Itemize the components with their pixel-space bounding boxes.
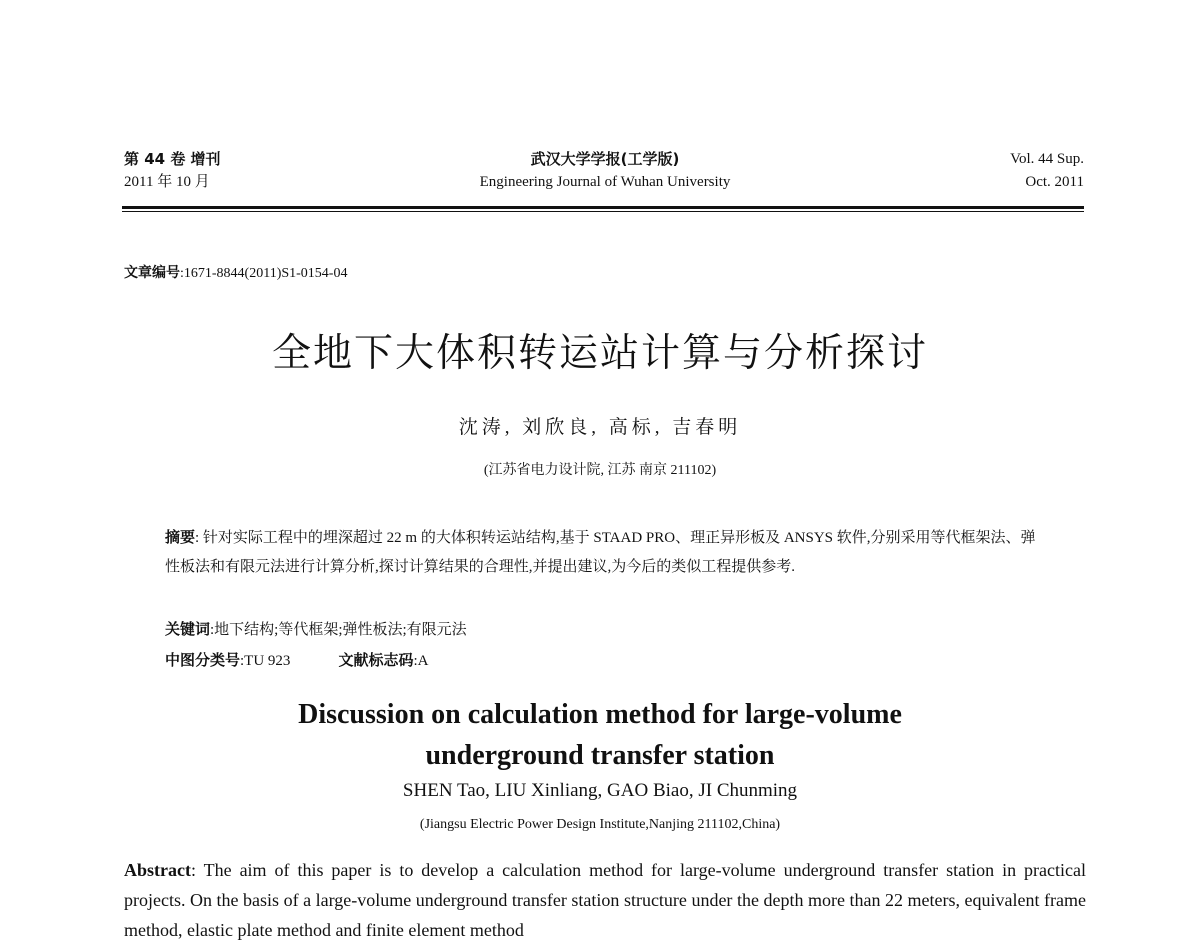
date-cn: 2011 年 10 月 <box>124 174 210 190</box>
authors-en: SHEN Tao, LIU Xinliang, GAO Biao, JI Chunming <box>402 780 798 801</box>
authors-cn: 沈涛, 刘欣良, 高标, 吉春明 <box>458 417 742 438</box>
document-code-label: 文献标志码 <box>338 651 414 669</box>
volume-en: Vol. 44 Sup. <box>1010 151 1084 167</box>
header-rule-thin <box>122 211 1084 212</box>
title-en-line1: Discussion on calculation method for large-volume <box>298 699 902 730</box>
article-number <box>124 262 347 282</box>
classification-value: :TU 923 <box>240 653 291 669</box>
abstract-en <box>124 855 1086 945</box>
article-number-value: :1671-8844(2011)S1-0154-04 <box>180 266 348 281</box>
classification-label: 中图分类号 <box>165 651 241 669</box>
document-code-value: :A <box>413 653 429 669</box>
abstract-cn-label: 摘要 <box>165 528 196 546</box>
keywords-cn <box>165 618 467 639</box>
volume-cn: 第 44 卷 增刊 <box>124 150 221 168</box>
abstract-cn <box>165 523 1045 582</box>
title-cn: 全地下大体积转运站计算与分析探讨 <box>271 331 928 376</box>
article-number-label: 文章编号 <box>124 265 180 281</box>
header-rule-thick <box>122 206 1084 209</box>
title-en <box>0 694 1200 776</box>
date-en: Oct. 2011 <box>1025 174 1084 190</box>
affiliation-cn: (江苏省电力设计院, 江苏 南京 211102) <box>483 463 717 478</box>
header-right <box>1010 148 1084 194</box>
journal-name-en: Engineering Journal of Wuhan University <box>479 174 731 190</box>
keywords-cn-text: :地下结构;等代框架;弹性板法;有限元法 <box>210 622 467 638</box>
journal-name-cn: 武汉大学学报(工学版) <box>530 150 680 168</box>
classification-cn <box>165 649 428 670</box>
affiliation-en: (Jiangsu Electric Power Design Institute,Nanjing 211102,China) <box>419 817 781 832</box>
header-left <box>124 148 221 194</box>
title-en-line2: underground transfer station <box>425 740 775 771</box>
header-center <box>300 148 910 194</box>
abstract-en-label: Abstract <box>124 860 191 880</box>
keywords-cn-label: 关键词 <box>165 620 211 638</box>
abstract-cn-text: : 针对实际工程中的埋深超过 22 m 的大体积转运站结构,基于 STAAD PRO、理正异形板及 ANSYS 软件,分别采用等代框架法、弹性板法和有限元法进行计算分析,探讨计算结果的合理性,并提出建议,为今后的类似工程提供参考. <box>165 530 1036 575</box>
abstract-en-text: : The aim of this paper is to develop a calculation method for large-volume underground transfer station in practical projects. On the basis of a large-volume underground transfer station structure under the depth more than 22 meters, equivalent frame method, elastic plate method and finite element method <box>124 860 1086 940</box>
